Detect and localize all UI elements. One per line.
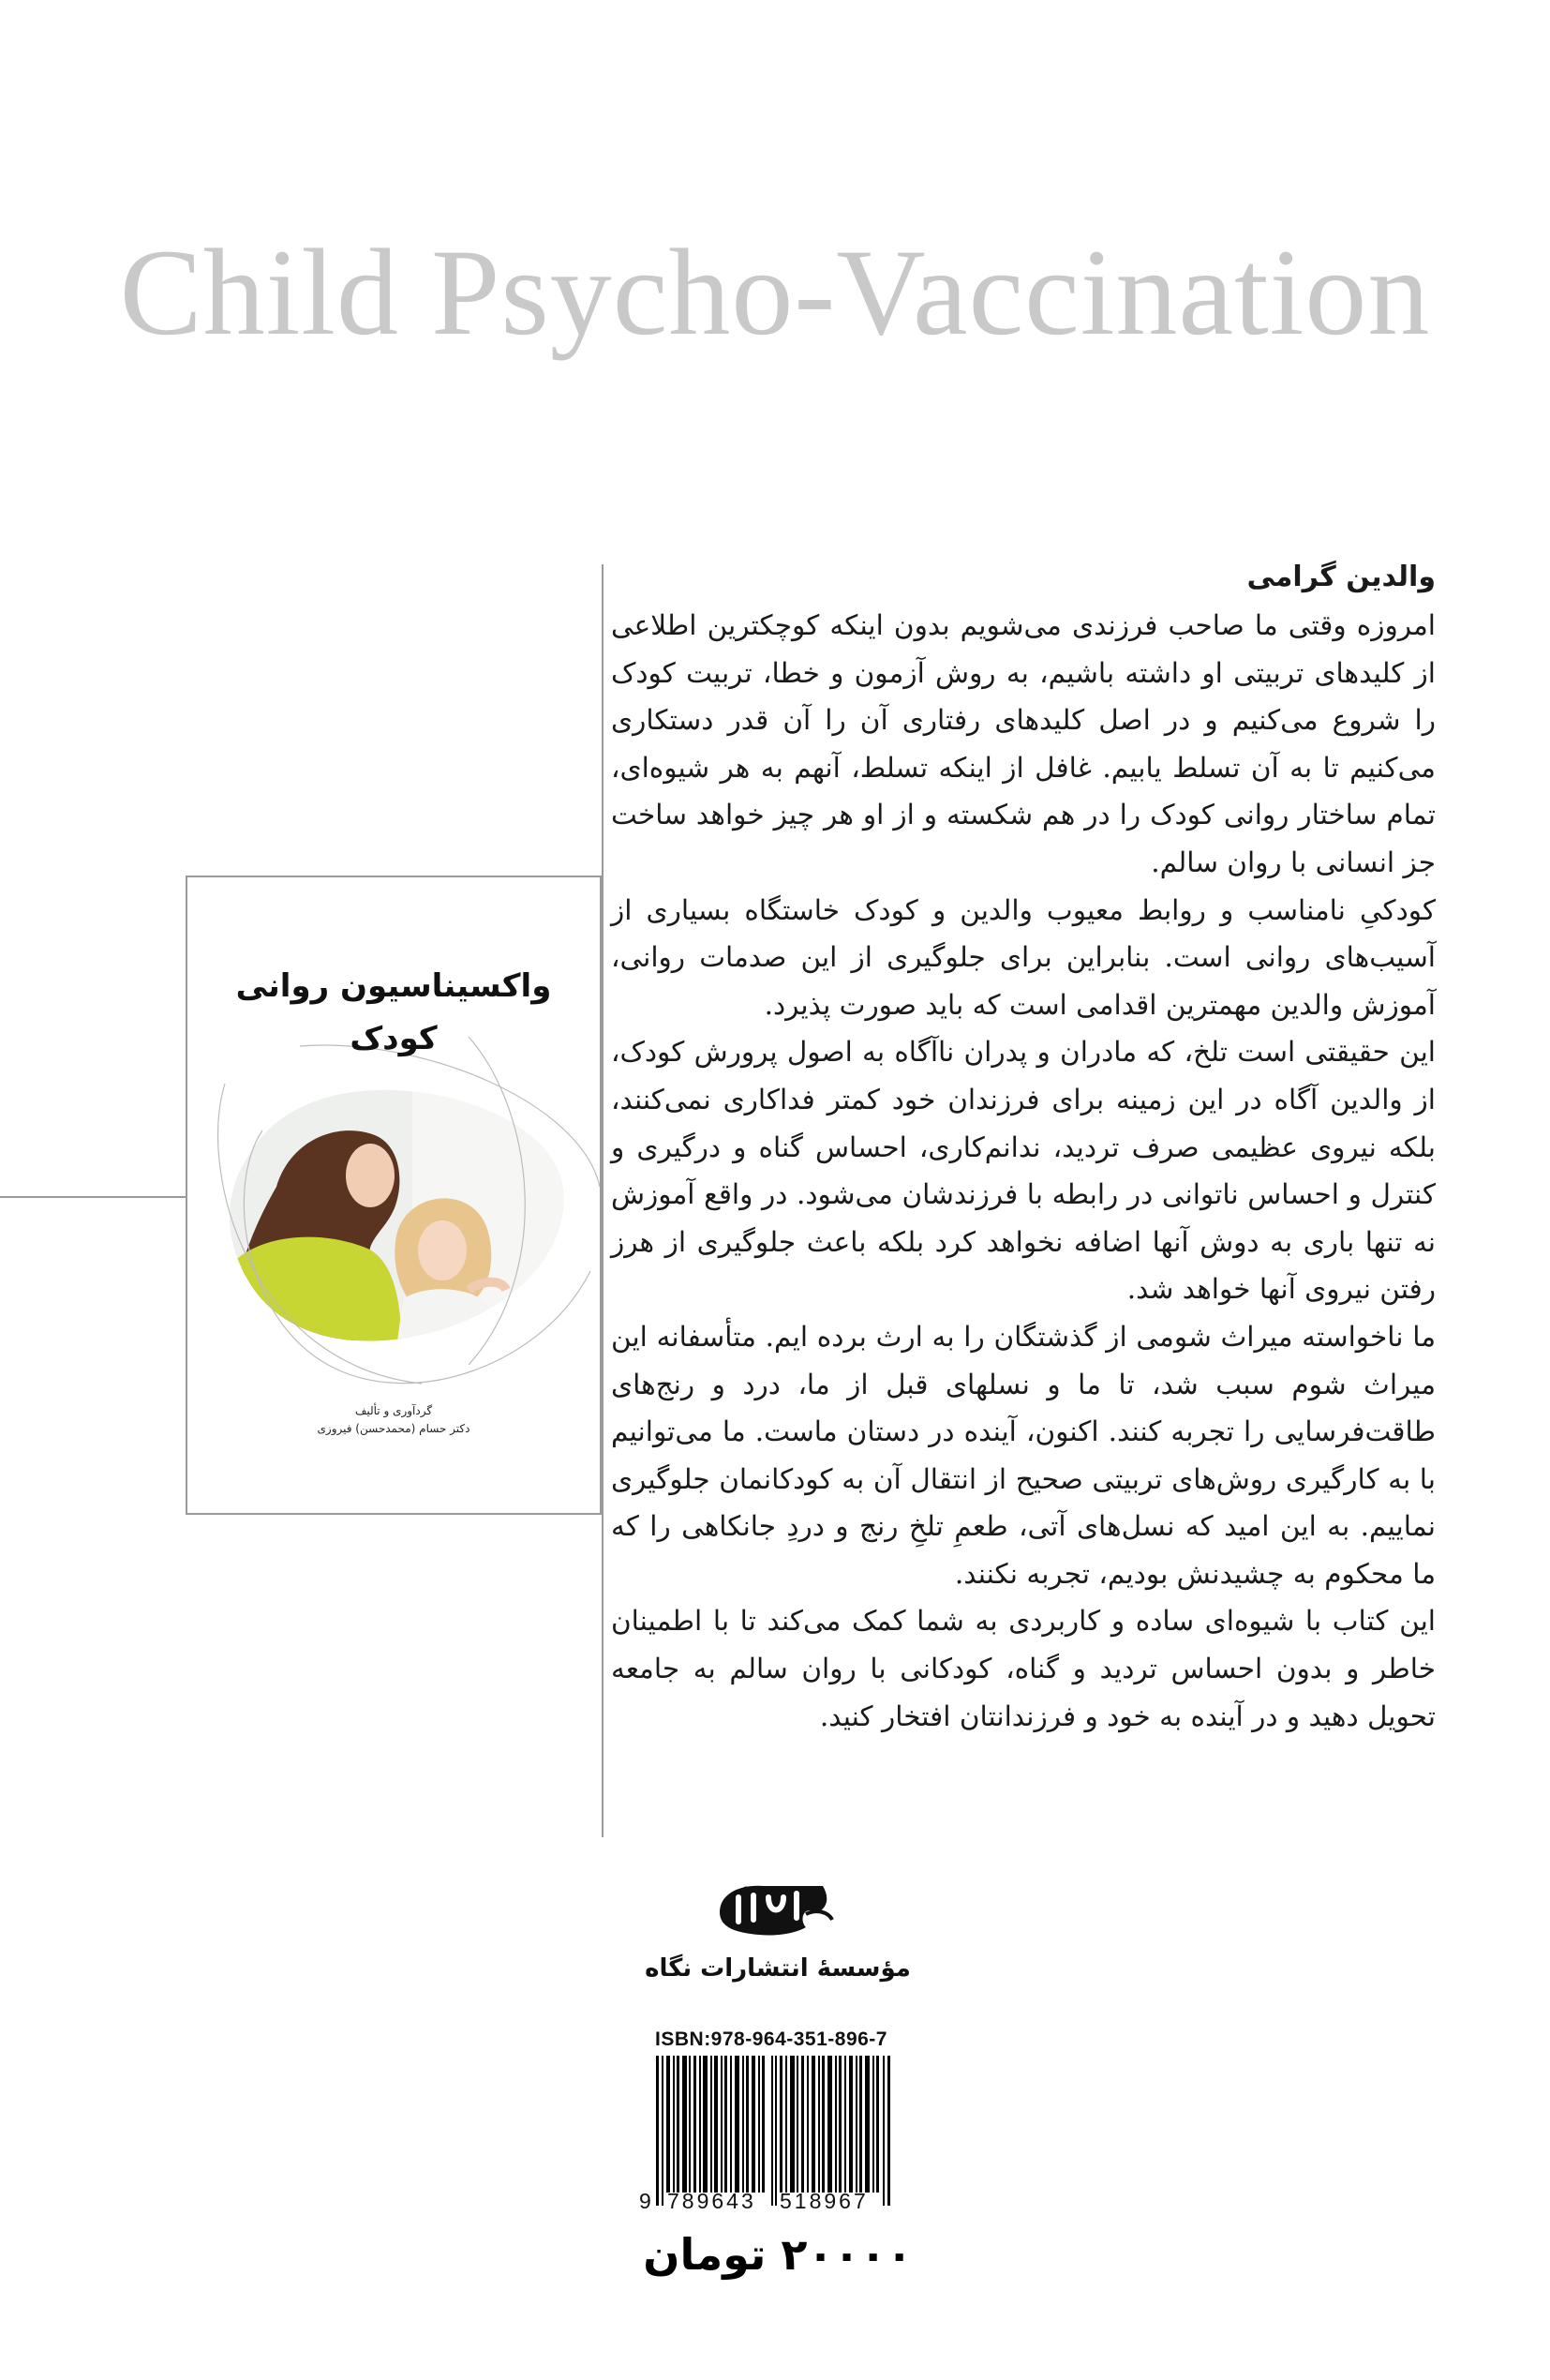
thumbnail-author-line1: گردآوری و تألیف — [354, 1404, 433, 1417]
isbn-label: ISBN:978-964-351-896-7 — [655, 2028, 887, 2050]
paragraph-2: کودکیِ نامناسب و روابط معیوب والدین و کودک خاستگاه بسیاری از آسیب‌های روانی است. بنابراین برای جلوگیری از این صدمات روانی، آموزش والدین مهمترین اقدامی است که باید صورت پذیرد. — [611, 893, 1436, 1021]
thumbnail-author-line2: دکتر حسام (محمدحسن) فیروزی — [317, 1422, 470, 1435]
price: ۲۰۰۰۰ تومان — [643, 2229, 913, 2280]
paragraph-3: این حقیقتی است تلخ، که مادران و پدران ناآگاه به اصول پرورش کودک، از والدین آگاه در این زمینه برای فرزندان خود کمتر فداکاری نمی‌کنند، بلکه نیروی عظیمی صرف تردید، ندانم‌کاری، احساس گناه و درگیری و کنترل و احساس ناتوانی در رابطه با فرزندشان می‌شود. در واقع آموزش نه تنها باری به دوش آنها اضافه نخواهد کرد بلکه باعث جلوگیری از هرز رفتن نیروی آنها خواهد شد. — [611, 1036, 1436, 1306]
paragraph-4: ما ناخواسته میراث شومی از گذشتگان را به ارث برده ایم. متأسفانه این میراث شوم سبب شد، تا ما و نسلهای قبل از ما، درد و رنج‌های طاقت‌فرسایی را تجربه کنند. اکنون، آینده در دستان ماست. ما می‌توانیم با به کارگیری روش‌های تربیتی صحیح از انتقال آن به کودکانمان جلوگیری نماییم. به این امید که نسل‌های آتی، طعمِ تلخِ رنج و دردِ جانکاهی را که ما محکوم به چشیدنش بودیم، تجربه نکنند. — [611, 1320, 1436, 1590]
paragraph-5: این کتاب با شیوه‌ای ساده و کاربردی به شما کمک می‌کند تا با اطمینان خاطر و بدون احساس تردید و گناه، کودکانی با روان سالم به جامعه تحویل دهید و در آینده به خود و فرزندانتان افتخار کنید. — [611, 1605, 1436, 1732]
publisher-name: مؤسسهٔ انتشارات نگاه — [645, 1954, 911, 1983]
thumbnail-title — [187, 960, 600, 1065]
barcode-group-1: 789643 — [667, 2189, 756, 2213]
front-cover-thumbnail — [186, 876, 602, 1515]
thumbnail-title-line1: واکسیناسیون روانی — [235, 967, 552, 1005]
english-title: Child Psycho-Vaccination — [119, 223, 1431, 361]
horizontal-divider — [0, 1196, 186, 1198]
back-cover-text — [611, 553, 1436, 1740]
vertical-divider — [602, 564, 604, 1837]
barcode-group-2: 518967 — [780, 2189, 869, 2213]
publisher-logo — [712, 1877, 834, 1944]
isbn-barcode — [656, 2056, 900, 2206]
thumbnail-title-line2: کودک — [350, 1020, 438, 1057]
thumbnail-author — [187, 1402, 600, 1438]
paragraph-1: امروزه وقتی ما صاحب فرزندی می‌شویم بدون اینکه کوچکترین اطلاعی از کلیدهای تربیتی او داشته باشیم، به روش آزمون و خطا، تربیت کودک را شروع می‌کنیم و در اصل کلیدهای رفتاری آن را آن قدر دستکاری می‌کنیم تا به آن تسلط یابیم. غافل از اینکه تسلط، آنهم به هر شیوه‌ای، تمام ساختار روانی کودک را در هم شکسته و از او هر چیز خواهد ساخت جز انسانی با روان سالم. — [611, 609, 1436, 878]
text-heading: والدین گرامی — [1246, 561, 1436, 593]
barcode-digit-first: 9 — [639, 2189, 651, 2213]
